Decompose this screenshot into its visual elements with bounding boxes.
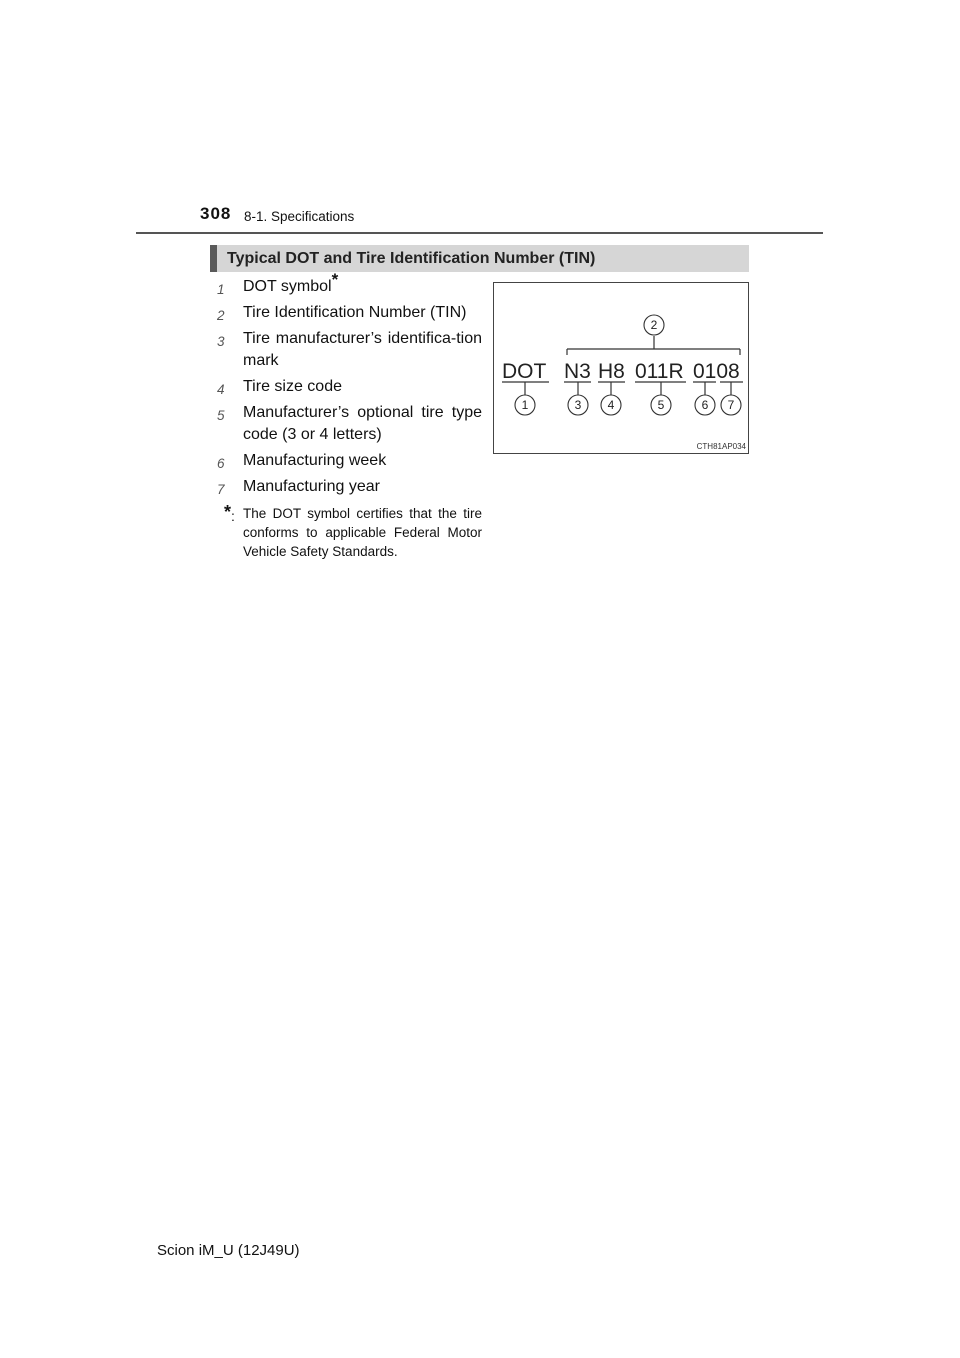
item-text: Manufacturer’s optional tire type code (3 or 4 letters) [243, 404, 482, 443]
callout-7-label: 7 [727, 398, 735, 412]
item-text: Manufacturing week [243, 452, 387, 469]
list-item [217, 450, 482, 472]
callout-6-label: 6 [701, 398, 709, 412]
footer-model: Scion iM_U (12J49U) [157, 1242, 300, 1259]
code-h8: H8 [598, 360, 625, 383]
footnote-text: The DOT symbol certifies that the tire conforms to applicable Federal Motor Vehicle Safety Standards. [243, 506, 482, 559]
item-text: Tire Identification Number (TIN) [243, 304, 467, 321]
item-list [217, 270, 482, 561]
item-number: 2 [217, 308, 225, 323]
figure-id: CTH81AP034 [696, 442, 746, 451]
item-text: DOT symbol [243, 278, 332, 295]
callout-4-label: 4 [607, 398, 615, 412]
footnote-mark [224, 503, 235, 526]
callout-1-label: 1 [521, 398, 529, 412]
footnote [217, 504, 482, 561]
item-number: 3 [217, 334, 225, 349]
code-0108: 0108 [693, 360, 740, 383]
list-item [217, 376, 482, 398]
footnote-colon: : [231, 508, 235, 524]
item-number: 7 [217, 482, 225, 497]
list-item [217, 476, 482, 498]
asterisk-mark: * [331, 270, 339, 289]
list-item [217, 302, 482, 324]
code-011r: 011R [635, 360, 684, 383]
item-text: Manufacturing year [243, 478, 380, 495]
item-text: Tire size code [243, 378, 342, 395]
item-text: Tire manufacturer’s identifica-tion mark [243, 330, 482, 369]
page-number: 308 [200, 204, 232, 223]
heading-text: Typical DOT and Tire Identification Number (TIN) [227, 249, 596, 267]
callout-5-label: 5 [657, 398, 665, 412]
footnote-asterisk: * [224, 502, 232, 522]
item-number: 6 [217, 456, 225, 471]
heading-bar [210, 245, 749, 272]
section-title: 8-1. Specifications [244, 209, 355, 224]
tin-diagram [493, 282, 749, 454]
item-number: 1 [217, 282, 225, 297]
list-item [217, 270, 482, 298]
item-number: 5 [217, 408, 225, 423]
header-rule [136, 232, 823, 234]
callout-3-label: 3 [574, 398, 582, 412]
item-number: 4 [217, 382, 225, 397]
tin-diagram-svg [494, 283, 750, 455]
code-dot: DOT [502, 360, 547, 383]
list-item [217, 402, 482, 446]
callout-2-label: 2 [650, 318, 658, 332]
list-item [217, 328, 482, 372]
code-n3: N3 [564, 360, 591, 383]
